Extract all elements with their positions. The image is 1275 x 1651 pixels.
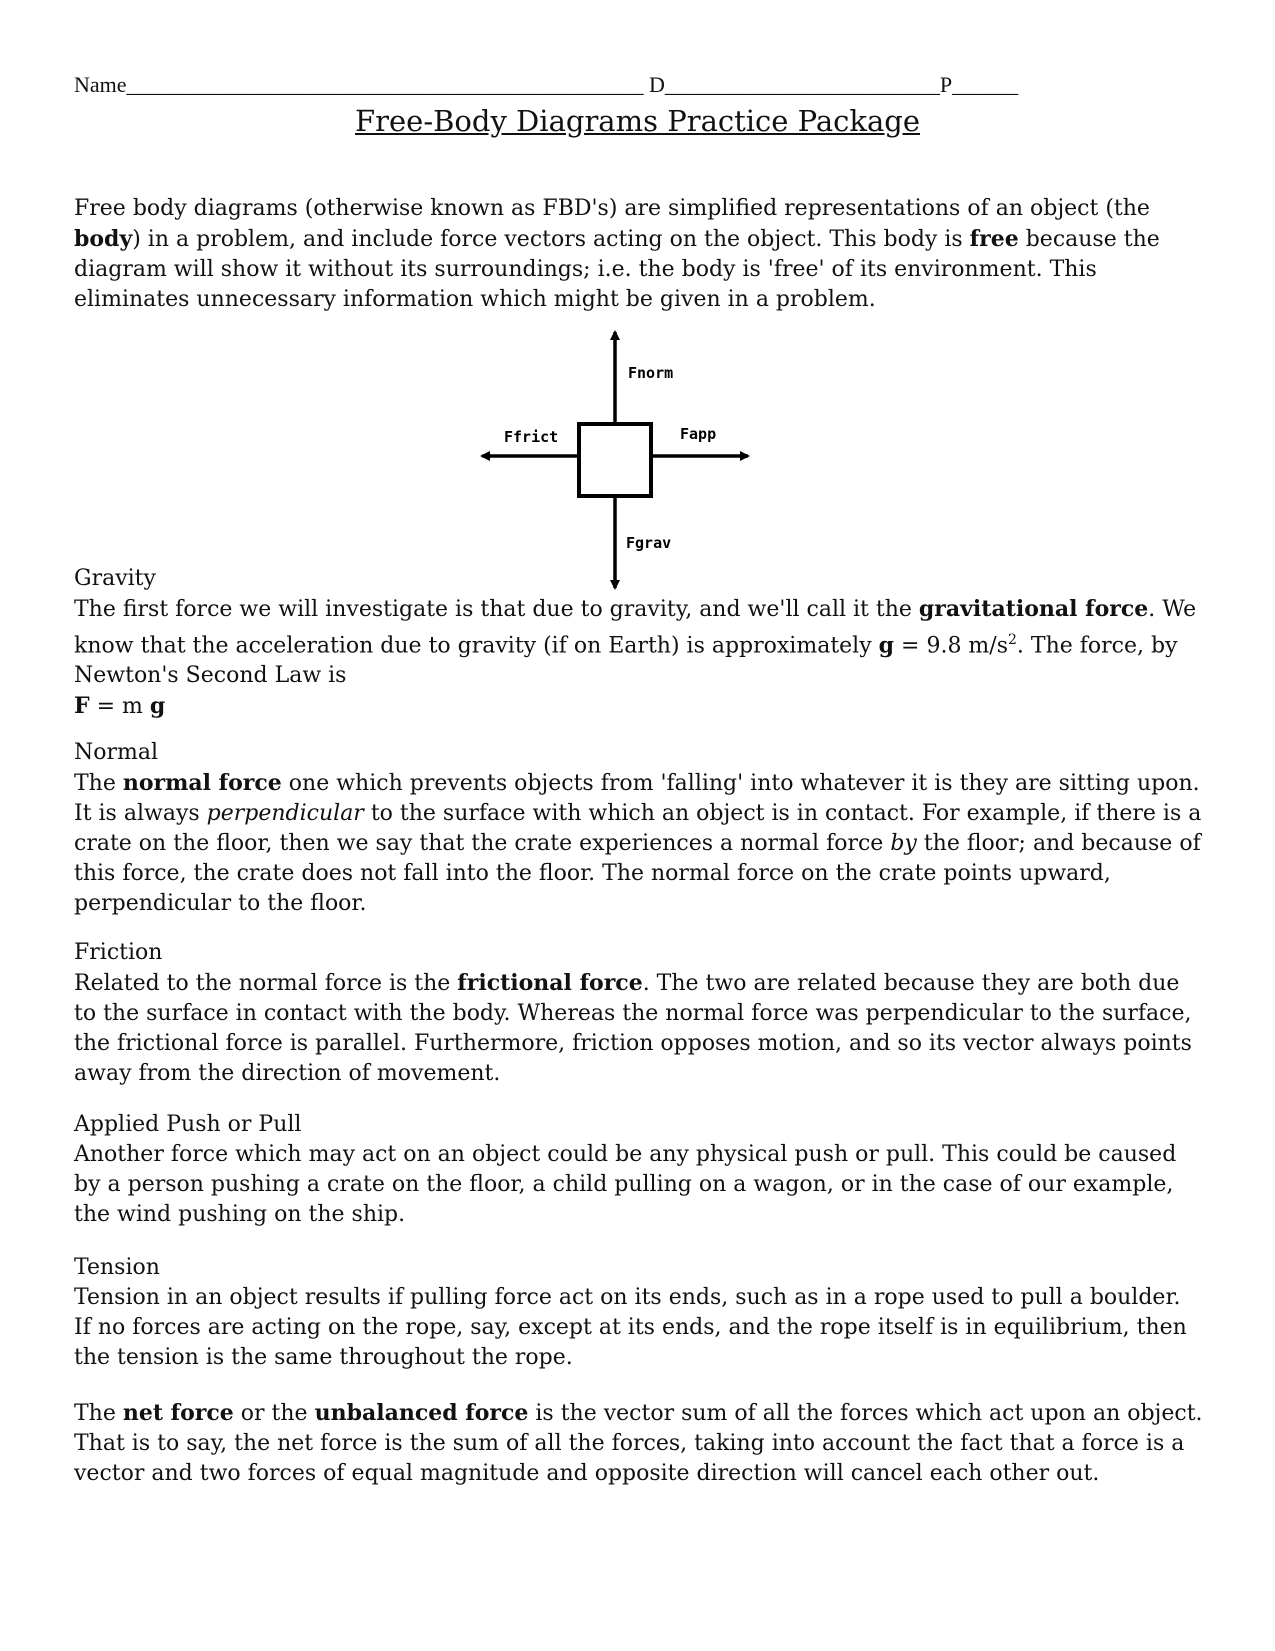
intro-text-3: because the diagram will show it without its surroundings; i.e. the body is 'free' of its environment. This eliminates unnecessary information which might be given in a problem.	[74, 227, 1160, 312]
gravity-bold-g: g	[878, 632, 895, 659]
normal-text-1: The	[74, 771, 123, 796]
fgrav-label: Fgrav	[626, 534, 672, 552]
tension-heading: Tension	[74, 1255, 160, 1280]
normal-heading: Normal	[74, 740, 159, 765]
net-bold-unbalanced-force: unbalanced force	[314, 1400, 529, 1426]
applied-paragraph: Another force which may act on an object could be any physical push or pull. This could be caused by a person pushing a crate on the floor, a child pulling on a wagon, or in the case of our example, the wind pushing on the ship.	[74, 1142, 1177, 1227]
body-box	[579, 424, 651, 496]
normal-italic-by: by	[890, 831, 917, 856]
normal-bold-normal-force: normal force	[122, 770, 282, 796]
net-text-2: or the	[233, 1401, 315, 1426]
friction-text-2: . The two are related because they are both due to the surface in contact with the body. Whereas the normal force was perpendicular to the surface, the frictional force is parallel. Furthermore, friction opposes motion, and so its vector always points away from the direction of movement.	[74, 971, 1192, 1086]
gravity-text-4: . The force, by Newton's Second Law is	[74, 633, 1178, 689]
ffrict-label: Ffrict	[504, 428, 559, 446]
net-bold-net-force: net force	[122, 1400, 234, 1426]
intro-text-1: Free body diagrams (otherwise known as FBD's) are simplified representations of an object (the	[74, 196, 1150, 221]
friction-heading: Friction	[74, 940, 163, 965]
gravity-heading: Gravity	[74, 566, 156, 591]
friction-bold-frictional-force: frictional force	[457, 970, 643, 996]
name-date-period-line: Name_______________________________________________ D_________________________P______	[74, 72, 1019, 97]
normal-text-3: to the surface with which an object is in contact. For example, if there is a crate on the floor, then we say that the crate experiences a normal force	[74, 801, 1202, 856]
intro-paragraph	[74, 194, 1204, 315]
normal-italic-perpendicular: perpendicular	[206, 801, 364, 826]
tension-paragraph: Tension in an object results if pulling force act on its ends, such as in a rope used to pull a boulder. If no forces are acting on the rope, say, except at its ends, and the rope itself is in equilibrium, then the tension is the same throughout the rope.	[74, 1285, 1187, 1370]
gravity-text-1: The first force we will investigate is that due to gravity, and we'll call it the	[74, 597, 919, 622]
equation-mid: = m	[89, 694, 150, 720]
page-title: Free-Body Diagrams Practice Package	[355, 104, 920, 138]
net-text-1: The	[74, 1401, 123, 1426]
intro-text-2: ) in a problem, and include force vectors acting on the object. This body is	[132, 227, 970, 252]
equation-g: g	[149, 693, 166, 720]
gravity-bold-gravitational-force: gravitational force	[918, 596, 1149, 622]
normal-text-4: the floor; and because of this force, the crate does not fall into the floor. The normal force on the crate points upward, perpendicular to the floor.	[74, 831, 1201, 916]
gravity-text-2: . We know that the acceleration due to gravity (if on Earth) is approximately	[74, 597, 1197, 659]
normal-paragraph	[74, 768, 1204, 919]
intro-bold-body: body	[74, 226, 133, 252]
fnorm-label: Fnorm	[628, 364, 674, 382]
intro-bold-free: free	[969, 226, 1019, 252]
normal-text-2: one which prevents objects from 'falling' into whatever it is they are sitting upon. It is always	[74, 771, 1200, 826]
applied-heading: Applied Push or Pull	[74, 1112, 302, 1137]
net-text-3: is the vector sum of all the forces which act upon an object. That is to say, the net force is the sum of all the forces, taking into account the fact that a force is a vector and two forces of equal magnitude and opposite direction will cancel each other out.	[74, 1401, 1203, 1486]
free-body-diagram	[470, 330, 800, 620]
fapp-label: Fapp	[680, 425, 717, 443]
gravity-text-3: = 9.8 m/s	[894, 633, 1008, 659]
net-force-paragraph	[74, 1398, 1204, 1489]
gravity-paragraph	[74, 594, 1204, 722]
friction-paragraph	[74, 968, 1204, 1089]
equation-f: F	[74, 693, 90, 720]
friction-text-1: Related to the normal force is the	[74, 971, 458, 996]
gravity-superscript: 2	[1008, 632, 1017, 648]
